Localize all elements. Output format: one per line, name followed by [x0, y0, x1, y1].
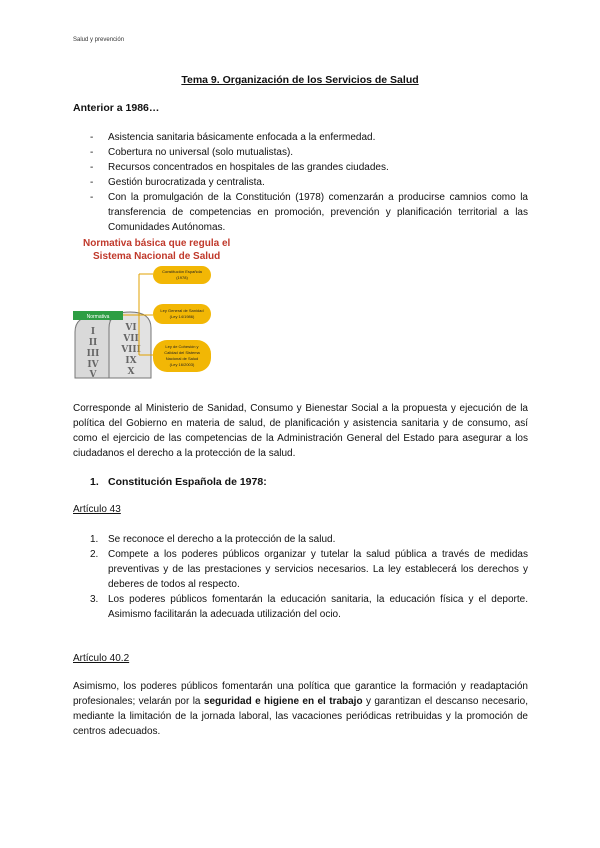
list-item: - Recursos concentrados en hospitales de las grandes ciudades.	[90, 162, 389, 173]
list-item: 1. Se reconoce el derecho a la protección de la salud.	[90, 534, 336, 545]
svg-text:III: III	[86, 349, 100, 359]
paragraph-articulo-40: Asimismo, los poderes públicos fomentarán una política que garantice la formación y readaptación profesionales; velarán por la seguridad e higiene en el trabajo y garantizan el descanso necesario, mediante la limitación de la jornada laboral, las vacaciones periódicas retribuidas y la promoción de centros adecuados.	[73, 681, 528, 737]
list-item: - Gestión burocratizada y centralista.	[90, 177, 265, 188]
articulo-43-label: Artículo 43	[73, 504, 121, 515]
svg-text:(1978): (1978)	[176, 275, 188, 280]
svg-text:X: X	[127, 367, 135, 377]
list-item: 2. Compete a los poderes públicos organizar y tutelar la salud pública a través de medidas preventivas y de las prestaciones y servicios necesarios. La ley establecerá los derechos y deberes de todos al respecto.	[90, 549, 528, 590]
svg-text:VII: VII	[123, 334, 139, 344]
svg-text:Nacional de Salud: Nacional de Salud	[165, 356, 199, 361]
svg-text:Ley de Cohesión y: Ley de Cohesión y	[165, 344, 199, 349]
figure-title-line2: Sistema Nacional de Salud	[93, 251, 221, 262]
list-item: - Asistencia sanitaria básicamente enfocada a la enfermedad.	[90, 132, 376, 143]
svg-text:V: V	[89, 370, 97, 380]
normativa-diagram	[73, 234, 258, 384]
section-heading-constitucion: 1. Constitución Española de 1978:	[90, 476, 267, 488]
svg-text:II: II	[88, 338, 98, 348]
articulo-43-list	[73, 532, 528, 622]
list-item: 3. Los poderes públicos fomentarán la educación sanitaria, la educación física y el deporte. Asimismo facilitarán la adecuada utilización del ocio.	[90, 594, 528, 620]
page-title: Tema 9. Organización de los Servicios de Salud	[181, 74, 419, 86]
figure-title-line1: Normativa básica que regula el	[83, 238, 231, 249]
svg-text:IX: IX	[125, 356, 137, 366]
articulo-40-label: Artículo 40.2	[73, 653, 130, 664]
normativa-figure	[73, 234, 258, 384]
svg-text:(Ley 14/1986): (Ley 14/1986)	[169, 314, 195, 319]
tablets-illustration	[75, 312, 151, 380]
section-heading-anterior: Anterior a 1986…	[73, 102, 160, 114]
svg-text:VIII: VIII	[121, 345, 141, 355]
anterior-list	[73, 130, 528, 235]
svg-text:VI: VI	[125, 323, 137, 333]
highlight-seguridad: seguridad e higiene en el trabajo	[203, 696, 363, 707]
svg-text:IV: IV	[87, 360, 99, 370]
paragraph-ministerio: Corresponde al Ministerio de Sanidad, Consumo y Bienestar Social a la propuesta y ejecución de la política del Gobierno en materia de salud, de planificación y asistencia sanitaria y de consumo, así como el ejercicio de las competencias de la Administración General del Estado para asegurar a los ciudadanos el derecho a la protección de la salud.	[73, 403, 528, 459]
svg-text:I: I	[90, 327, 96, 337]
svg-text:Ley General de Sanidad: Ley General de Sanidad	[160, 308, 204, 313]
svg-text:Normativa: Normativa	[86, 314, 110, 320]
page-header: Salud y prevención	[73, 37, 125, 43]
svg-text:(Ley 16/2003): (Ley 16/2003)	[169, 362, 195, 367]
list-item: - Cobertura no universal (solo mutualistas).	[90, 147, 294, 158]
list-item: - Con la promulgación de la Constitución (1978) comenzarán a producirse camnios como la transferencia de competencias en promoción, prevención y planificación territorial a las Comunidades Autónomas.	[90, 192, 528, 233]
svg-text:Calidad del Sistema: Calidad del Sistema	[164, 350, 200, 355]
svg-text:Constitución Española: Constitución Española	[162, 269, 202, 274]
